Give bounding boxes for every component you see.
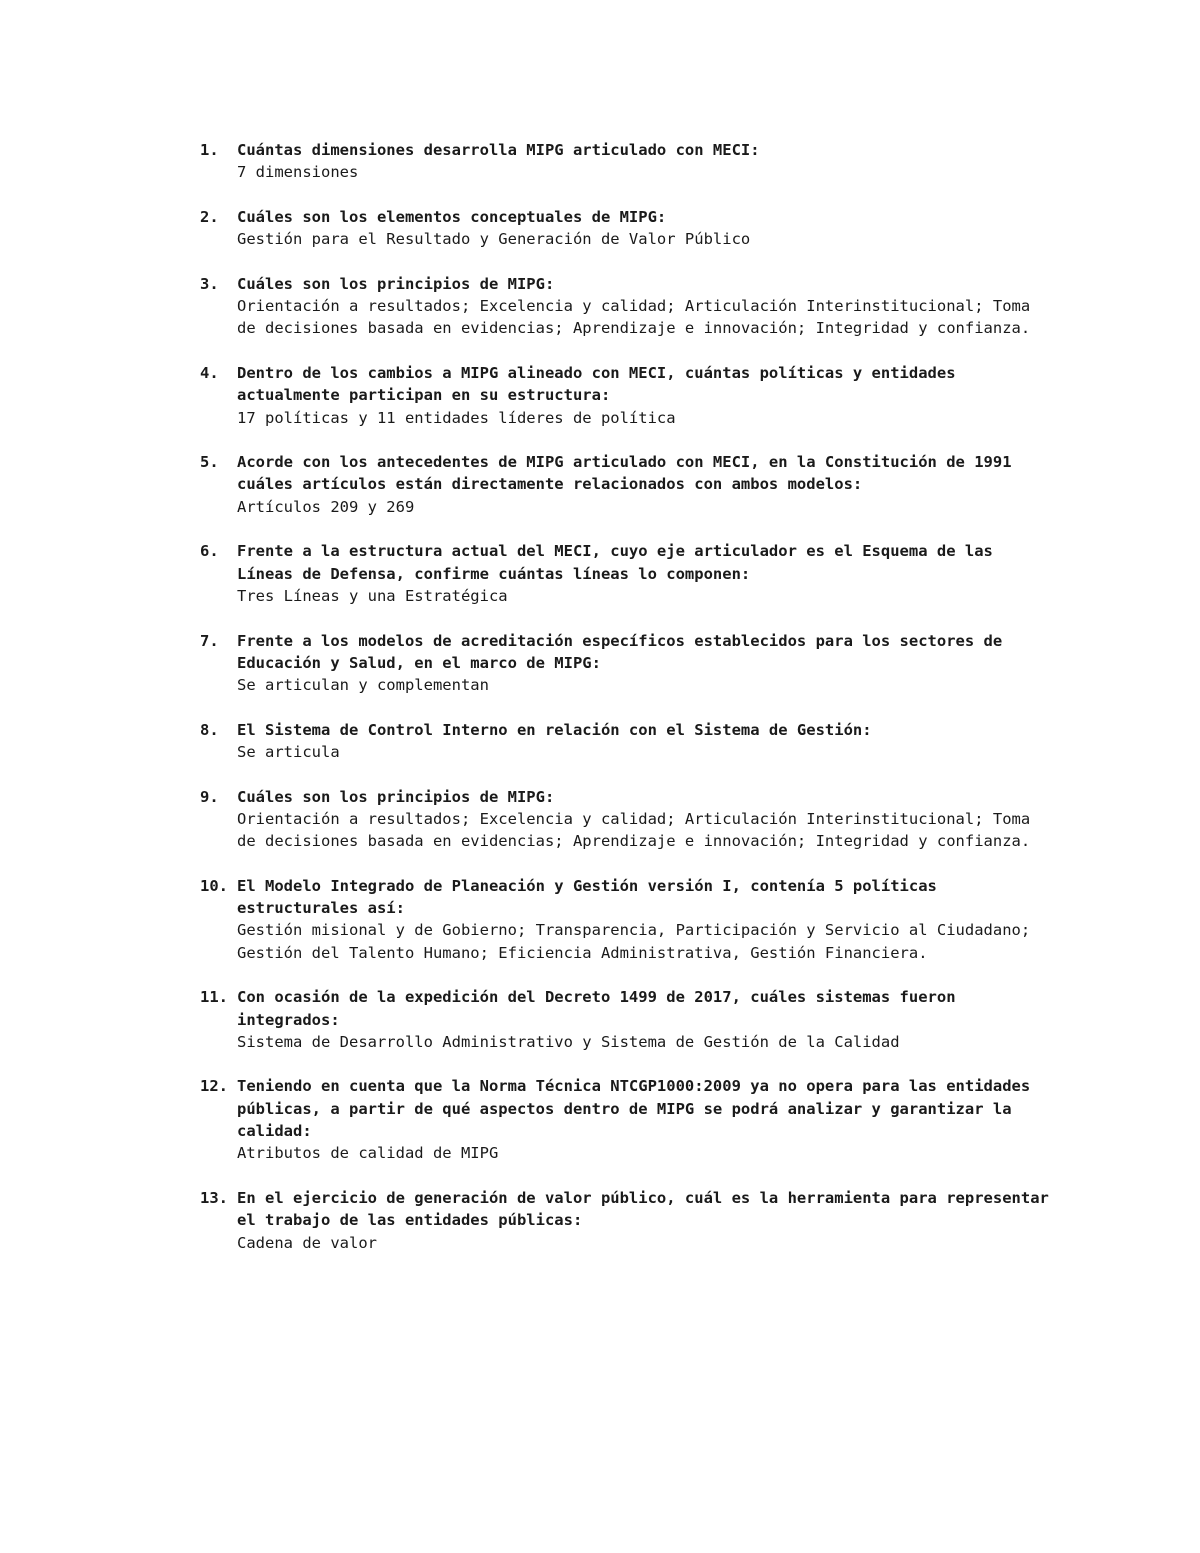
- item-number: 12.: [200, 1077, 228, 1096]
- item-number: 2.: [200, 207, 219, 226]
- list-item: [200, 139, 1050, 184]
- list-item: [200, 362, 1050, 429]
- item-number: 3.: [200, 274, 219, 293]
- item-number: 10.: [200, 876, 228, 895]
- question-list: [200, 139, 1050, 1276]
- answer-text: Cadena de valor: [237, 1233, 377, 1252]
- list-item: [200, 1075, 1050, 1164]
- answer-text: 17 políticas y 11 entidades líderes de política: [237, 408, 676, 427]
- item-number: 6.: [200, 542, 219, 561]
- question-text: Frente a los modelos de acreditación específicos establecidos para los sectores de Educación y Salud, en el marco de MIPG:: [237, 631, 1003, 672]
- answer-text: Gestión para el Resultado y Generación de Valor Público: [237, 230, 751, 249]
- list-item: [200, 719, 1050, 764]
- item-number: 7.: [200, 631, 219, 650]
- question-text: Acorde con los antecedentes de MIPG articulado con MECI, en la Constitución de 1991 cuáles artículos están directamente relacionados con ambos modelos:: [237, 453, 1012, 494]
- question-text: Cuáles son los elementos conceptuales de MIPG:: [237, 207, 667, 226]
- answer-text: Artículos 209 y 269: [237, 497, 415, 516]
- list-item: [200, 273, 1050, 340]
- item-number: 13.: [200, 1188, 228, 1207]
- question-text: Frente a la estructura actual del MECI, cuyo eje articulador es el Esquema de las Líneas de Defensa, confirme cuántas líneas lo componen:: [237, 542, 993, 583]
- answer-text: Tres Líneas y una Estratégica: [237, 586, 508, 605]
- list-item: [200, 786, 1050, 853]
- list-item: [200, 630, 1050, 697]
- question-text: En el ejercicio de generación de valor público, cuál es la herramienta para representar el trabajo de las entidades públicas:: [237, 1188, 1049, 1230]
- list-item: [200, 986, 1050, 1053]
- answer-text: Sistema de Desarrollo Administrativo y Sistema de Gestión de la Calidad: [237, 1032, 900, 1051]
- answer-text: Se articula: [237, 743, 340, 762]
- answer-text: Orientación a resultados; Excelencia y calidad; Articulación Interinstitucional; Toma de decisiones basada en evidencias; Aprendizaje e innovación; Integridad y confianza.: [237, 297, 1031, 338]
- item-number: 4.: [200, 363, 219, 382]
- question-text: Cuáles son los principios de MIPG:: [237, 787, 555, 806]
- question-text: Dentro de los cambios a MIPG alineado con MECI, cuántas políticas y entidades actualmente participan en su estructura:: [237, 363, 956, 405]
- answer-text: Gestión misional y de Gobierno; Transparencia, Participación y Servicio al Ciudadano; Gestión del Talento Humano; Eficiencia Administrativa, Gestión Financiera.: [237, 921, 1031, 962]
- list-item: [200, 451, 1050, 518]
- question-text: Con ocasión de la expedición del Decreto 1499 de 2017, cuáles sistemas fueron integrados:: [237, 988, 956, 1029]
- list-item: [200, 206, 1050, 251]
- answer-text: Orientación a resultados; Excelencia y calidad; Articulación Interinstitucional; Toma de decisiones basada en evidencias; Aprendizaje e innovación; Integridad y confianza.: [237, 809, 1031, 851]
- list-item: [200, 540, 1050, 607]
- question-text: Teniendo en cuenta que la Norma Técnica NTCGP1000:2009 ya no opera para las entidades públicas, a partir de qué aspectos dentro de MIPG se podrá analizar y garantizar la calidad:: [237, 1077, 1031, 1141]
- list-item: [200, 875, 1050, 964]
- answer-text: 7 dimensiones: [237, 163, 359, 182]
- item-number: 11.: [200, 988, 228, 1007]
- item-number: 1.: [200, 141, 219, 159]
- item-number: 8.: [200, 720, 219, 739]
- item-number: 5.: [200, 453, 219, 472]
- answer-text: Se articulan y complementan: [237, 676, 489, 695]
- question-text: Cuántas dimensiones desarrolla MIPG articulado con MECI:: [237, 141, 760, 159]
- answer-text: Atributos de calidad de MIPG: [237, 1144, 499, 1163]
- question-text: El Sistema de Control Interno en relación con el Sistema de Gestión:: [237, 720, 872, 739]
- item-number: 9.: [200, 787, 219, 806]
- question-text: El Modelo Integrado de Planeación y Gestión versión I, contenía 5 políticas estructurales así:: [237, 876, 937, 918]
- list-item: [200, 1187, 1050, 1254]
- question-text: Cuáles son los principios de MIPG:: [237, 274, 555, 293]
